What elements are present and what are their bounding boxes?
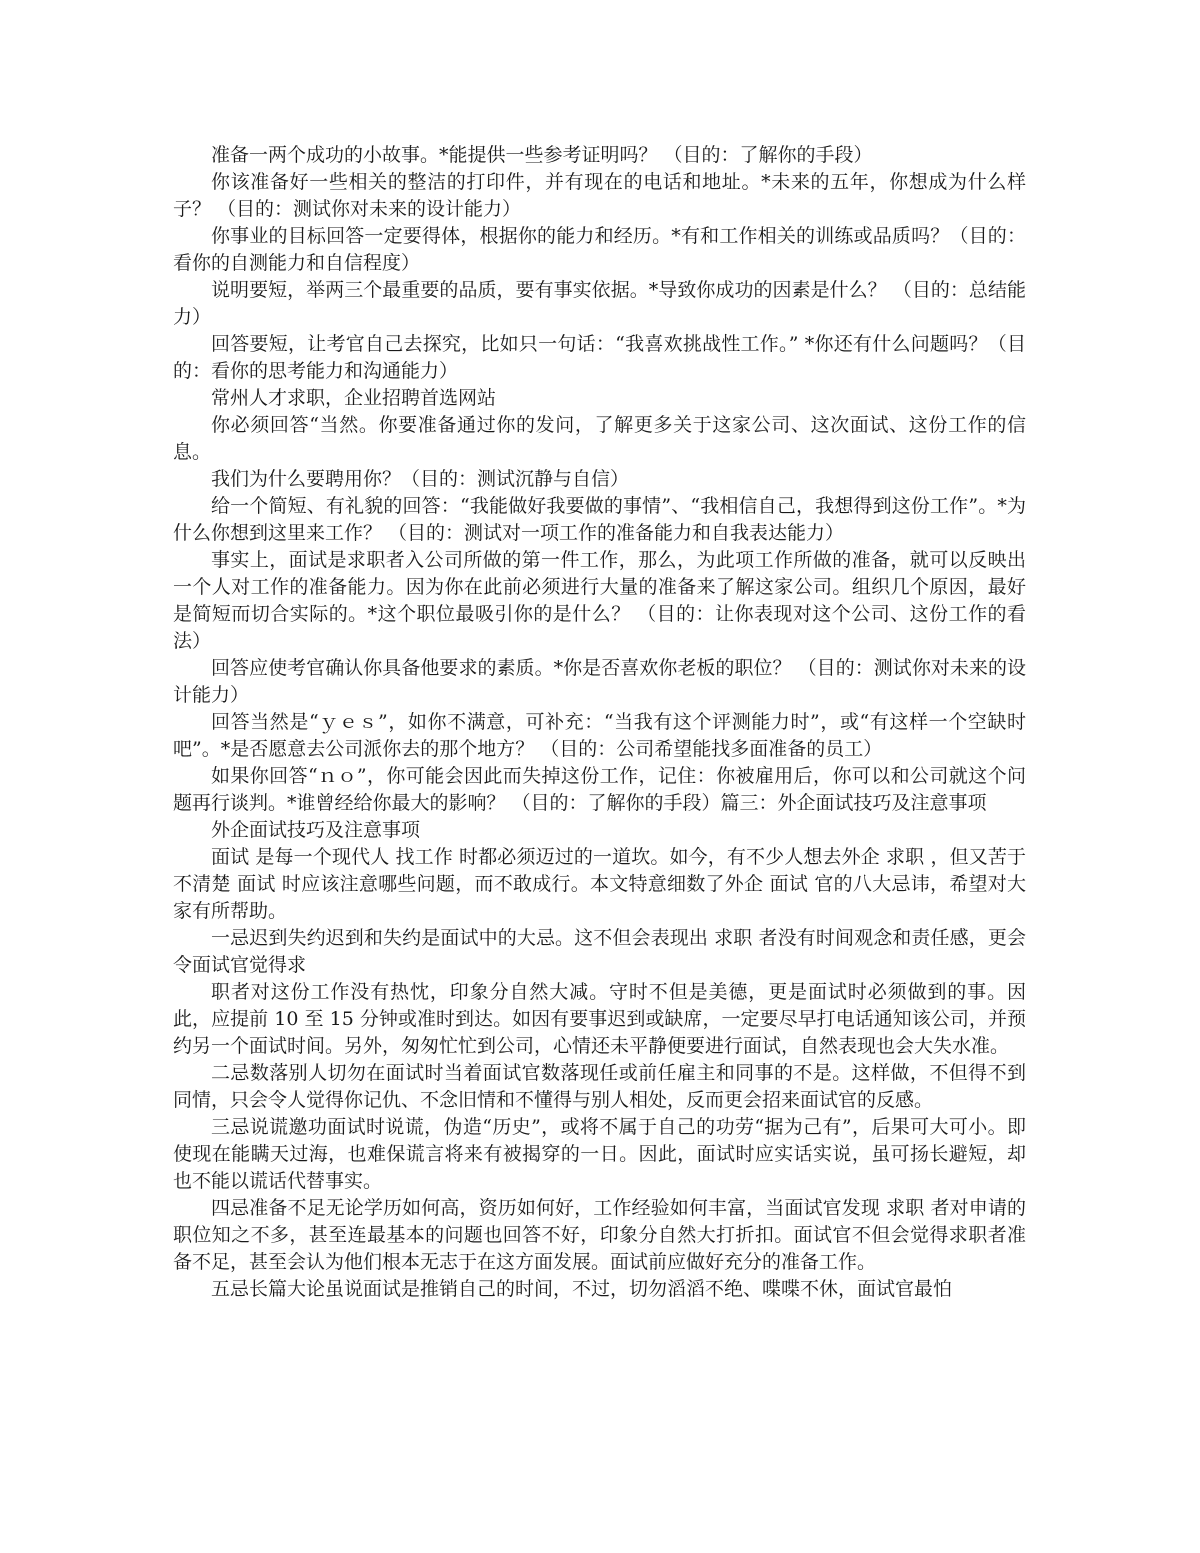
section-heading: 外企面试技巧及注意事项 xyxy=(211,819,421,841)
paragraph-12: 回答当然是“ｙｅｓ”，如你不满意，可补充：“当我有这个评测能力时”，或“有这样一个空缺时吧”。*是否愿意去公司派你去的那个地方？ （目的：公司希望能找多面准备的员工） xyxy=(173,711,1026,760)
paragraph-9: 给一个简短、有礼貌的回答：“我能做好我要做的事情”、“我相信自己，我想得到这份工作”。*为什么你想到这里来工作？ （目的：测试对一项工作的准备能力和自我表达能力） xyxy=(173,495,1026,544)
paragraph-5: 回答要短，让考官自己去探究，比如只一句话：“我喜欢挑战性工作。” *你还有什么问题吗？（目的：看你的思考能力和沟通能力） xyxy=(173,333,1026,382)
paragraph-20: 四忌准备不足无论学历如何高，资历如何好，工作经验如何丰富，当面试官发现 求职 者对申请的职位知之不多，甚至连最基本的问题也回答不好，印象分自然大打折扣。面试官不但会觉得求职者准备不足，甚至会认为他们根本无志于在这方面发展。面试前应做好充分的准备工作。 xyxy=(173,1197,1026,1273)
paragraph-11: 回答应使考官确认你具备他要求的素质。*你是否喜欢你老板的职位？ （目的：测试你对未来的设计能力） xyxy=(173,657,1026,706)
paragraph-18: 二忌数落别人切勿在面试时当着面试官数落现任或前任雇主和同事的不是。这样做，不但得不到同情，只会令人觉得你记仇、不念旧情和不懂得与别人相处，反而更会招来面试官的反感。 xyxy=(173,1062,1026,1111)
paragraph-8: 我们为什么要聘用你？（目的：测试沉静与自信） xyxy=(211,468,630,490)
paragraph-10: 事实上，面试是求职者入公司所做的第一件工作，那么，为此项工作所做的准备，就可以反映出一个人对工作的准备能力。因为你在此前必须进行大量的准备来了解这家公司。组织几个原因，最好是简短而切合实际的。*这个职位最吸引你的是什么？ （目的：让你表现对这个公司、这份工作的看法） xyxy=(173,549,1026,652)
paragraph-21: 五忌长篇大论虽说面试是推销自己的时间，不过，切勿滔滔不绝、喋喋不休，面试官最怕 xyxy=(211,1278,953,1300)
paragraph-19: 三忌说谎邀功面试时说谎，伪造“历史”，或将不属于自己的功劳“据为己有”，后果可大可小。即使现在能瞒天过海，也难保谎言将来有被揭穿的一日。因此，面试时应实话实说，虽可扬长避短，却也不能以谎话代替事实。 xyxy=(173,1116,1026,1192)
paragraph-7: 你必须回答“当然。你要准备通过你的发问，了解更多关于这家公司、这次面试、这份工作的信息。 xyxy=(173,414,1026,463)
paragraph-6: 常州人才求职，企业招聘首选网站 xyxy=(211,387,497,409)
paragraph-13: 如果你回答“ｎｏ”，你可能会因此而失掉这份工作，记住：你被雇用后，你可以和公司就这个问题再行谈判。*谁曾经给你最大的影响？ （目的：了解你的手段）篇三：外企面试技巧及注意事项 xyxy=(173,765,1026,814)
paragraph-16: 一忌迟到失约迟到和失约是面试中的大忌。这不但会表现出 求职 者没有时间观念和责任感，更会令面试官觉得求 xyxy=(173,927,1026,976)
paragraph-17: 职者对这份工作没有热忱，印象分自然大减。守时不但是美德，更是面试时必须做到的事。因此，应提前 10 至 15 分钟或准时到达。如因有要事迟到或缺席，一定要尽早打电话通知该公司，并预约另一个面试时间。另外，匆匆忙忙到公司，心情还未平静便要进行面试，自然表现也会大失水准。 xyxy=(173,981,1026,1057)
paragraph-2: 你该准备好一些相关的整洁的打印件，并有现在的电话和地址。*未来的五年，你想成为什么样子？ （目的：测试你对未来的设计能力） xyxy=(173,171,1026,220)
paragraph-3: 你事业的目标回答一定要得体，根据你的能力和经历。*有和工作相关的训练或品质吗？（目的：看你的自测能力和自信程度） xyxy=(173,225,1026,274)
paragraph-1: 准备一两个成功的小故事。*能提供一些参考证明吗？ （目的：了解你的手段） xyxy=(211,144,873,166)
paragraph-15: 面试 是每一个现代人 找工作 时都必须迈过的一道坎。如今，有不少人想去外企 求职 ，但又苦于不清楚 面试 时应该注意哪些问题，而不敢成行。本文特意细数了外企 面试 官的八大忌讳，希望对大家有所帮助。 xyxy=(173,846,1026,922)
paragraph-4: 说明要短，举两三个最重要的品质，要有事实依据。*导致你成功的因素是什么？ （目的：总结能力） xyxy=(173,279,1026,328)
document-body xyxy=(173,142,1026,1303)
